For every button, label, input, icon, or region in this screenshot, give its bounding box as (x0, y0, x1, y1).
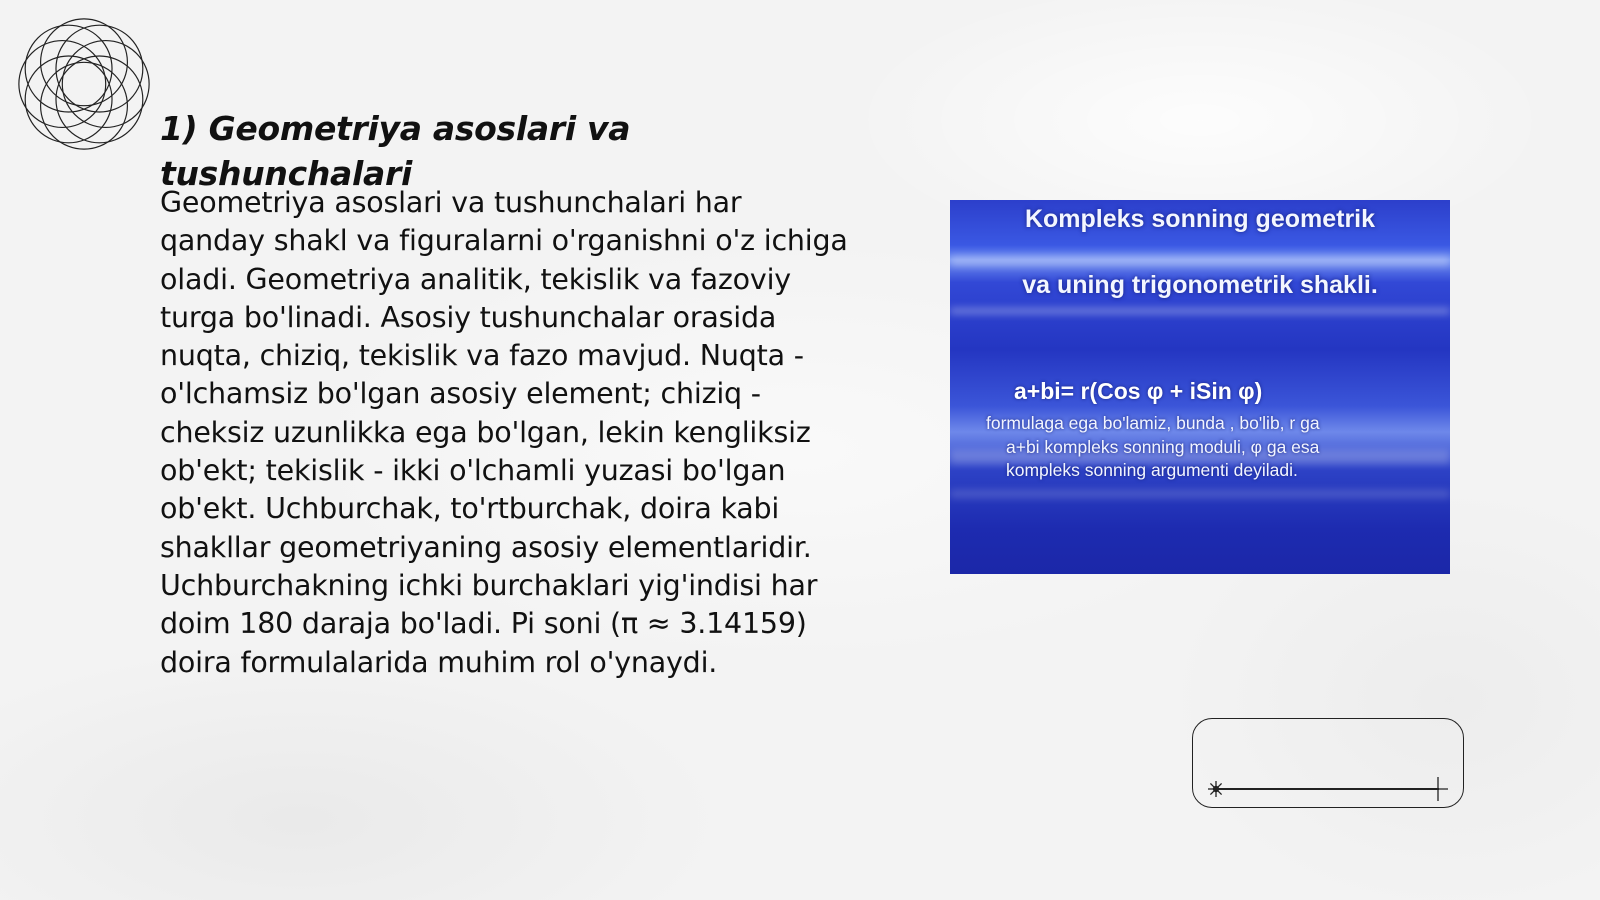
image-heading (950, 200, 1450, 302)
timeline-line (1215, 788, 1439, 790)
slide-title: 1) Geometriya asoslari va tushunchalari (160, 109, 631, 193)
complex-number-image (950, 200, 1450, 574)
plus-icon (1427, 777, 1449, 801)
decorative-nav-box (1192, 718, 1464, 808)
circular-knot-ornament-icon (10, 10, 158, 158)
image-heading-line1: Kompleks sonning geometrik (1024, 205, 1376, 233)
image-description (986, 412, 1416, 483)
image-desc-line2: a+bi kompleks sonning moduli, φ ga esa (1006, 436, 1320, 457)
complex-formula: a+bi= r(Cos φ + iSin φ) (1014, 378, 1263, 404)
slide-body-text: Geometriya asoslari va tushunchalari har qanday shakl va figuralarni o'rganishni o'z ichiga oladi. Geometriya analitik, tekislik va fazoviy turga bo'linadi. Asosiy tushunchalar orasida nuqta, chiziq, tekislik va fazo mavjud. Nuqta - o'lchamsiz bo'lgan asosiy element; chiziq - cheksiz uzunlikka ega bo'lgan, lekin kengliksiz ob'ekt; tekislik - ikki o'lchamli yuzasi bo'lgan ob'ekt. Uchburchak, to'rtburchak, doira kabi shakllar geometriyaning asosiy elementlaridir. Uchburchakning ichki burchaklari yig'indisi har doim 180 daraja bo'ladi. Pi soni (π ≈ 3.14159) doira formulalarida muhim rol o'ynaydi. (160, 186, 848, 679)
image-desc-line1: formulaga ega bo'lamiz, bunda , bo'lib, r ga (986, 413, 1320, 433)
image-heading-line2: va uning trigonometrik shakli. (1022, 271, 1378, 299)
image-desc-line3: kompleks sonning argumenti deyiladi. (1006, 460, 1298, 480)
